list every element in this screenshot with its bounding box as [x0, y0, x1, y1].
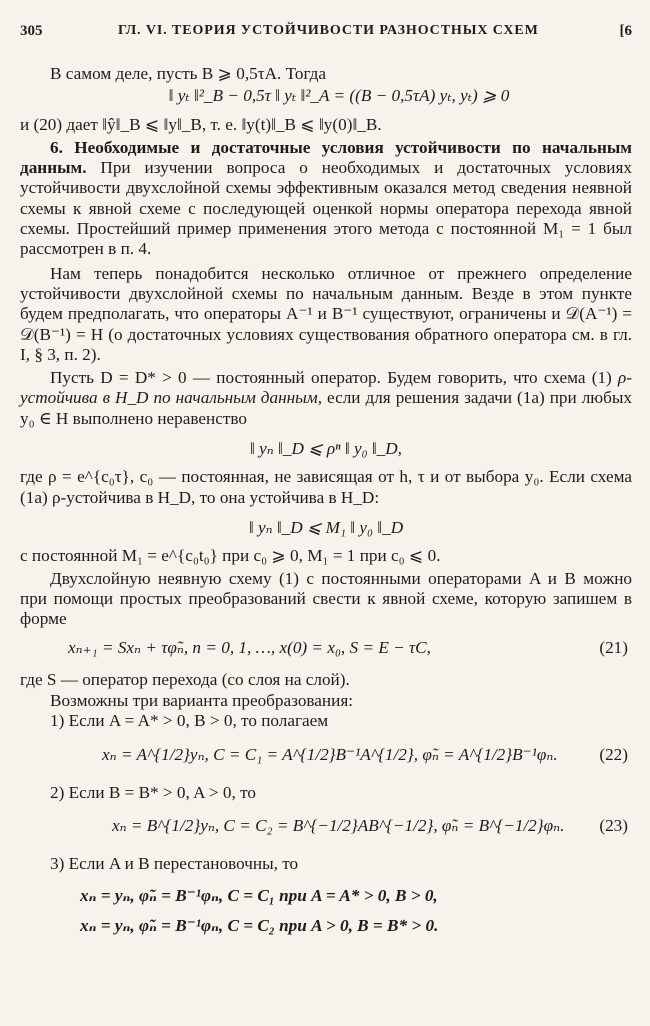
equation-21-row [20, 638, 632, 662]
section-6-heading: 6. Необходимые и достаточные условия устойчивости по начальным данным. [20, 137, 632, 178]
paragraph-rho-constant: где ρ = e^{c₀τ}, c₀ — постоянная, не зависящая от h, τ и от выбора y₀. Если схема (1а) ρ-устойчива в H_D, то она устойчива в H_D: [20, 467, 632, 507]
equation-24a: xₙ = yₙ, φ̃ₙ = B⁻¹φₙ, C = C₁ при A = A* > 0, B > 0, [80, 885, 438, 905]
equation-22-number: (22) [599, 745, 628, 765]
paragraph-constant-m1: с постоянной M₁ = e^{c₀t₀} при c₀ ⩾ 0, M₁ = 1 при c₀ ⩽ 0. [20, 546, 441, 566]
equation-23: xₙ = B^{1/2}yₙ, C = C₂ = B^{−1/2}AB^{−1/2}, φ̃ₙ = B^{−1/2}φₙ. [112, 815, 565, 835]
page-body [20, 62, 632, 940]
paragraph-rho-stability [20, 368, 632, 429]
paragraph-definition-intro: Нам теперь понадобится несколько отличное от прежнего определение устойчивости двухслойной схемы по начальным данным. Везде в этом пункте будем предполагать, что операторы A⁻¹ и B⁻¹ существуют, ограничены и 𝒟(A⁻¹) = 𝒟(B⁻¹) = H (о достаточных условиях существования обратного оператора см. в гл. I, § 3, п. 2). [20, 263, 632, 364]
paragraph-conclusion: и (20) дает ‖ŷ‖_B ⩽ ‖y‖_B, т. е. ‖y(t)‖_B ⩽ ‖y(0)‖_B. [20, 114, 382, 134]
paragraph-explicit-reduction: Двухслойную неявную схему (1) с постоянными операторами A и B можно при помощи простых преобразований свести к явной схеме, которую запишем в форме [20, 568, 632, 629]
section-6-paragraph [20, 138, 632, 260]
equation-stability-estimate: ‖ yₙ ‖_D ⩽ M₁ ‖ y₀ ‖_D [248, 517, 404, 537]
equation-21-number: (21) [599, 638, 628, 658]
case-2: 2) Если B = B* > 0, A > 0, то [50, 783, 256, 803]
running-title: ГЛ. VI. ТЕОРИЯ УСТОЙЧИВОСТИ РАЗНОСТНЫХ СХЕМ [118, 23, 539, 38]
equation-22-row [20, 745, 632, 769]
section-marker: [6 [619, 23, 632, 39]
equation-24a-row [20, 886, 632, 910]
paragraph-intro: В самом деле, пусть B ⩾ 0,5τA. Тогда [50, 64, 327, 83]
case-3: 3) Если A и B перестановочны, то [50, 853, 299, 873]
equation-21: xₙ₊₁ = Sxₙ + τφ̃ₙ, n = 0, 1, …, x(0) = x₀, S = E − τC, [68, 638, 431, 658]
paragraph-transition-operator: где S — оператор перехода (со слоя на слой). [20, 670, 350, 690]
equation-22: xₙ = A^{1/2}yₙ, C = C₁ = A^{1/2}B⁻¹A^{1/2}, φ̃ₙ = A^{1/2}B⁻¹φₙ. [102, 745, 558, 765]
rho-def-tail: если для решения задачи (1а) при любых y₀ ∈ H выполнено неравенство [20, 388, 632, 428]
equation-norm-identity: ‖ yₜ ‖²_B − 0,5τ ‖ yₜ ‖²_A = ((B − 0,5τA) yₜ, yₜ) ⩾ 0 [168, 86, 510, 106]
equation-23-row [20, 816, 632, 840]
page-number: 305 [20, 23, 43, 39]
case-1: 1) Если A = A* > 0, B > 0, то полагаем [50, 711, 329, 731]
paragraph-variants: Возможны три варианта преобразования: [50, 690, 354, 710]
equation-23-number: (23) [599, 815, 628, 835]
equation-24b: xₙ = yₙ, φ̃ₙ = B⁻¹φₙ, C = C₂ при A > 0, B = B* > 0. [80, 915, 439, 935]
section-6-text: При изучении вопроса о необходимых и достаточных условиях устойчивости двухслойной схемы эффективным оказался метод сведения неявной схемы к явной схеме с последующей оценкой нормы оператора перехода явной схемы. Простейший пример применения этого метода с постоянной M₁ = 1 был рассмотрен в п. 4. [20, 158, 633, 259]
equation-rho-estimate: ‖ yₙ ‖_D ⩽ ρⁿ ‖ y₀ ‖_D, [250, 439, 402, 459]
rho-def-term: ρ-устойчива в H_D по начальным данным, [20, 368, 633, 408]
rho-def-lead: Пусть D = D* > 0 — постоянный оператор. Будем говорить, что схема (1) [50, 368, 612, 388]
equation-24b-row [20, 916, 632, 940]
